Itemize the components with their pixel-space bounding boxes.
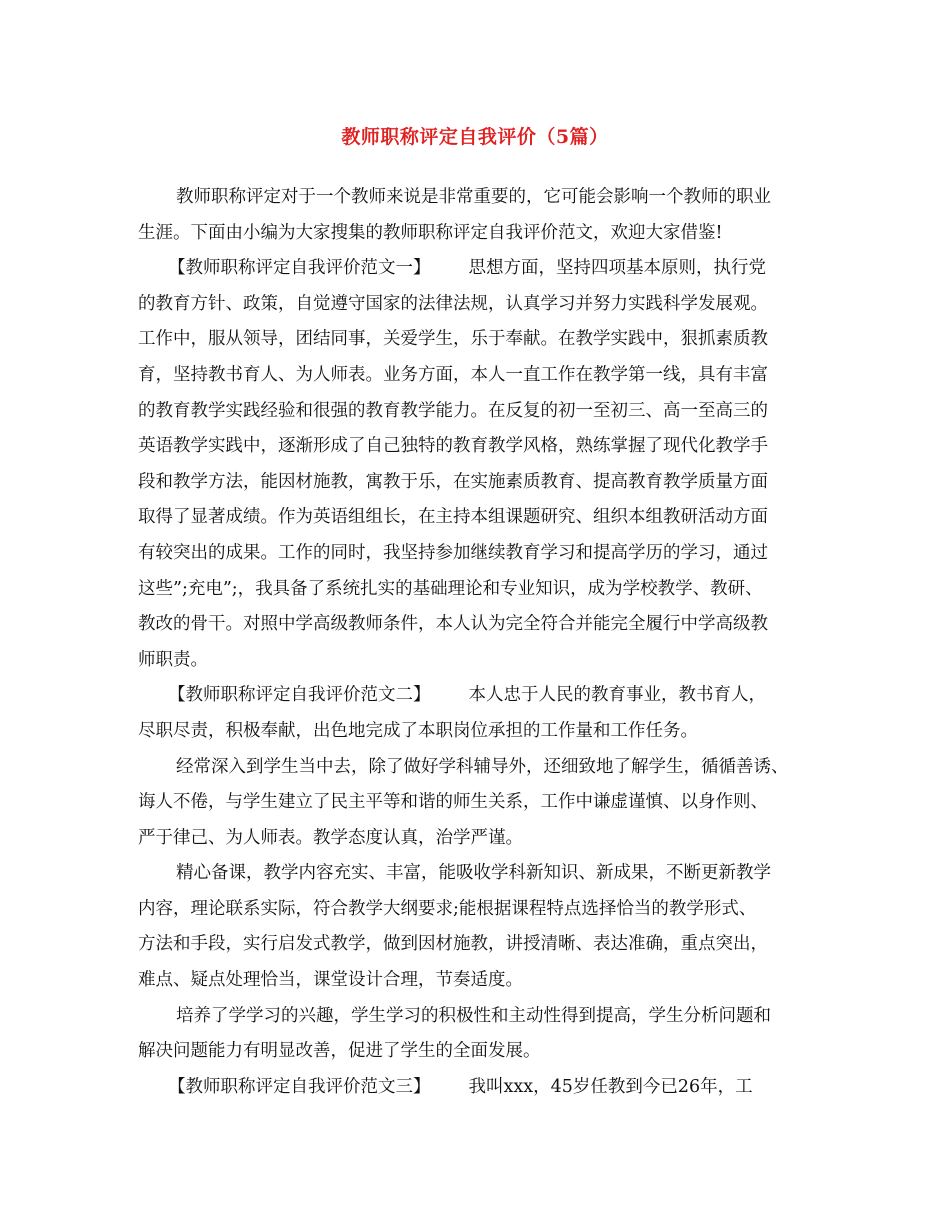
section-heading: 【教师职称评定自我评价范文一】 (168, 258, 431, 279)
paragraph-line: 培养了学学习的兴趣，学生学习的积极性和主动性得到提高，学生分析问题和 (176, 1005, 771, 1026)
section-heading: 【教师职称评定自我评价范文三】 (168, 1076, 431, 1097)
paragraph-line: 教师职称评定对于一个教师来说是非常重要的，它可能会影响一个教师的职业 (176, 187, 771, 207)
paragraph-line: 精心备课，教学内容充实、丰富，能吸收学科新知识、新成果，不断更新教学 (176, 863, 771, 884)
paragraph-line: 工作中，服从领导，团结同事，关爱学生，乐于奉献。在教学实践中，狠抓素质教 (138, 329, 768, 350)
paragraph-line: 教改的骨干。对照中学高级教师条件，本人认为完全符合并能完全履行中学高级教 (138, 614, 768, 635)
paragraph-line: 生涯。下面由小编为大家搜集的教师职称评定自我评价范文，欢迎大家借鉴! (138, 222, 723, 243)
paragraph-line: 有较突出的成果。工作的同时，我坚持参加继续教育学习和提高学历的学习，通过 (138, 542, 768, 563)
paragraph-line: 育，坚持教书育人、为人师表。业务方面，本人一直工作在教学第一线，具有丰富 (138, 364, 768, 385)
paragraph-line: 这些”;充电”;，我具备了系统扎实的基础理论和专业知识，成为学校教学、教研、 (138, 578, 763, 599)
paragraph-line: 内容，理论联系实际，符合教学大纲要求;能根据课程特点选择恰当的教学形式、 (138, 898, 757, 919)
section-heading-line: 【教师职称评定自我评价范文一】 思想方面，坚持四项基本原则，执行党 (168, 258, 766, 279)
paragraph-line: 难点、疑点处理恰当，课堂设计合理，节奏适度。 (138, 970, 523, 991)
paragraph-line: 师职责。 (138, 649, 208, 670)
paragraph-line: 段和教学方法，能因材施教，寓教于乐，在实施素质教育、提高教育教学质量方面 (138, 471, 768, 492)
paragraph-line: 严于律己、为人师表。教学态度认真，治学严谨。 (138, 827, 523, 848)
paragraph-line: 的教育教学实践经验和很强的教育教学能力。在反复的初一至初三、高一至高三的 (138, 400, 768, 421)
paragraph-line: 方法和手段，实行启发式教学，做到因材施教，讲授清晰、表达准确，重点突出， (138, 934, 768, 955)
paragraph-line: 取得了显著成绩。作为英语组组长，在主持本组课题研究、组织本组教研活动方面 (138, 507, 768, 528)
paragraph-line: 解决问题能力有明显改善，促进了学生的全面发展。 (138, 1041, 541, 1062)
section-heading: 【教师职称评定自我评价范文二】 (168, 685, 431, 706)
section-heading-line: 【教师职称评定自我评价范文二】 本人忠于人民的教育事业，教书育人， (168, 685, 766, 706)
document-title: 教师职称评定自我评价（5篇） (341, 126, 609, 148)
document-body (138, 180, 828, 1105)
paragraph-line: 英语教学实践中，逐渐形成了自己独特的教育教学风格，熟练掌握了现代化教学手 (138, 436, 768, 457)
paragraph-line: 诲人不倦，与学生建立了民主平等和谐的师生关系，工作中谦虚谨慎、以身作则、 (138, 792, 768, 813)
paragraph-line: 经常深入到学生当中去，除了做好学科辅导外，还细致地了解学生，循循善诱、 (176, 756, 789, 777)
paragraph-line: 尽职尽责，积极奉献，出色地完成了本职岗位承担的工作量和工作任务。 (138, 720, 698, 741)
section-heading-line: 【教师职称评定自我评价范文三】 我叫xxx，45岁任教到今已26年，工 (168, 1076, 753, 1097)
paragraph-line: 的教育方针、政策，自觉遵守国家的法律法规，认真学习并努力实践科学发展观。 (138, 293, 768, 314)
